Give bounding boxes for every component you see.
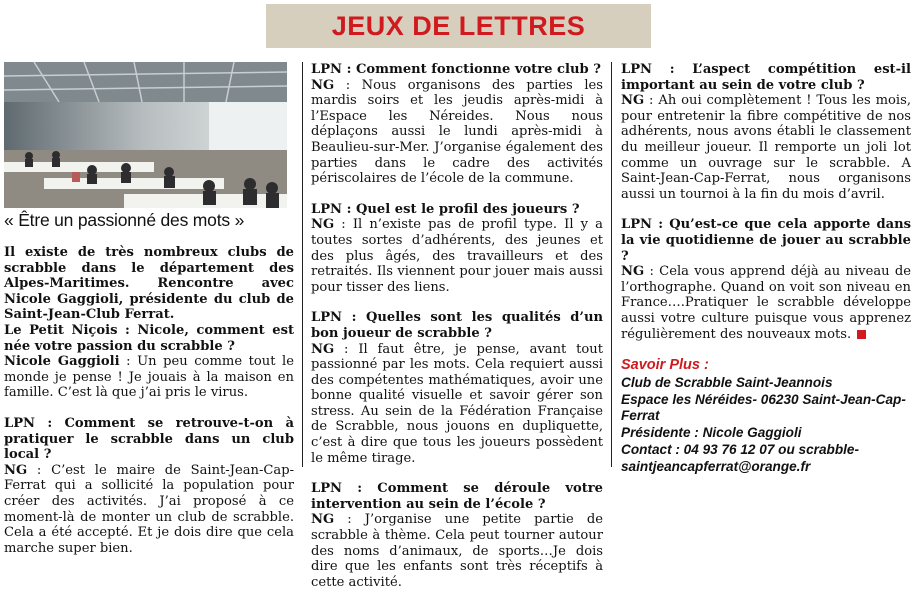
question-4: LPN : Quelles sont les qualités d’un bon joueur de scrabble ? xyxy=(311,310,603,341)
question-6: LPN : L’aspect compétition est-il important au sein de votre club ? xyxy=(621,62,911,93)
end-of-article-icon xyxy=(857,330,866,339)
club-address: Espace les Néréides- 06230 Saint-Jean-Cap-Ferrat xyxy=(621,391,906,424)
answer-6: NG : Ah oui complètement ! Tous les mois, pour entretenir la fibre compétitive de nos adhérents, nous avons établi le classement du meilleur joueur. Il remporte un joli lot comme un ouvrage sur le scrabble. A Saint-Jean-Cap-Ferrat, nous organisons aussi un tournoi à la fin du mois d’avril. xyxy=(621,93,911,202)
column-1 xyxy=(4,208,294,556)
answer-lead: Nicole Gaggioli : Un peu comme tout le monde je pense ! Je jouais à la maison en famille. C’est là que j’ai pris le virus. xyxy=(4,354,294,401)
column-divider xyxy=(302,62,303,467)
question-7: LPN : Qu’est-ce que cela apporte dans la vie quotidienne de jouer au scrabble ? xyxy=(621,217,911,264)
answer-3: NG : Il n’existe pas de profil type. Il y a toutes sortes d’adhérents, des jeunes et des plus âgés, des travailleurs et des retraités. Ils viennent pour jouer mais aussi pour tisser des liens. xyxy=(311,217,603,295)
column-3 xyxy=(621,62,911,476)
section-banner xyxy=(266,4,651,48)
club-name: Club de Scrabble Saint-Jeannois xyxy=(621,374,833,390)
article-photo xyxy=(4,62,287,208)
speaker-name: Nicole Gaggioli xyxy=(4,354,120,370)
question-5: LPN : Comment se déroule votre intervention au sein de l’école ? xyxy=(311,481,603,512)
savoir-plus-heading: Savoir Plus : xyxy=(621,357,709,374)
savoir-plus-box xyxy=(621,357,911,476)
answer-7: NG : Cela vous apprend déjà au niveau de l’orthographe. Quand on voit son niveau en France….Pratiquer le scrabble développe aussi votre culture puisque vous apprenez régulièrement des nouveaux mots. xyxy=(621,264,911,342)
column-divider xyxy=(611,62,612,467)
club-president: Présidente : Nicole Gaggioli xyxy=(621,425,802,441)
section-title: JEUX DE LETTRES xyxy=(331,10,586,41)
article-intro: Il existe de très nombreux clubs de scrabble dans le département des Alpes-Maritimes. Rencontre avec Nicole Gaggioli, présidente du club de Saint-Jean-Club Ferrat. xyxy=(4,245,294,323)
answer-2: NG : Nous organisons des parties les mardis soirs et les jeudis après-midi à l’Espace les Néreides. Nous nous déplaçons aussi le lundi après-midi à Beaulieu-sur-Mer. J’organise également des parties dans le cadre des activités périscolaires de l’école de la commune. xyxy=(311,77,603,187)
column-2 xyxy=(311,62,603,590)
question-2: LPN : Comment fonctionne votre club ? xyxy=(311,62,601,77)
article-title: « Être un passionné des mots » xyxy=(4,210,245,230)
question-1: LPN : Comment se retrouve-t-on à pratiquer le scrabble dans un club local ? xyxy=(4,415,294,463)
answer-5: NG : J’organise une petite partie de scrabble à thème. Cela peut tourner autour des noms d’animaux, de sports…Je dois dire que les enfants sont très réceptifs à cette activité. xyxy=(311,512,603,590)
answer-4: NG : Il faut être, je pense, avant tout passionné par les mots. Cela requiert aussi des compétentes mathématiques, avoir une bonne qualité visuelle et savoir gérer son stress. Au sein de la Fédération Française de Scrabble, nous jouons en dupliquette, c’est à dire que tous les joueurs possèdent le même tirage. xyxy=(311,341,603,466)
answer-1: NG : C’est le maire de Saint-Jean-Cap-Ferrat qui a sollicité la population pour créer des activités. J’ai proposé à ce moment-là de monter un club de scrabble. Cela a été accepté. Et je dois dire que cela marche super bien. xyxy=(4,462,294,556)
question-lead: Le Petit Niçois : Nicole, comment est née votre passion du scrabble ? xyxy=(4,322,294,354)
club-contact: Contact : 04 93 76 12 07 ou scrabble-saintjeancapferrat@orange.fr xyxy=(621,442,859,474)
question-3: LPN : Quel est le profil des joueurs ? xyxy=(311,201,580,217)
